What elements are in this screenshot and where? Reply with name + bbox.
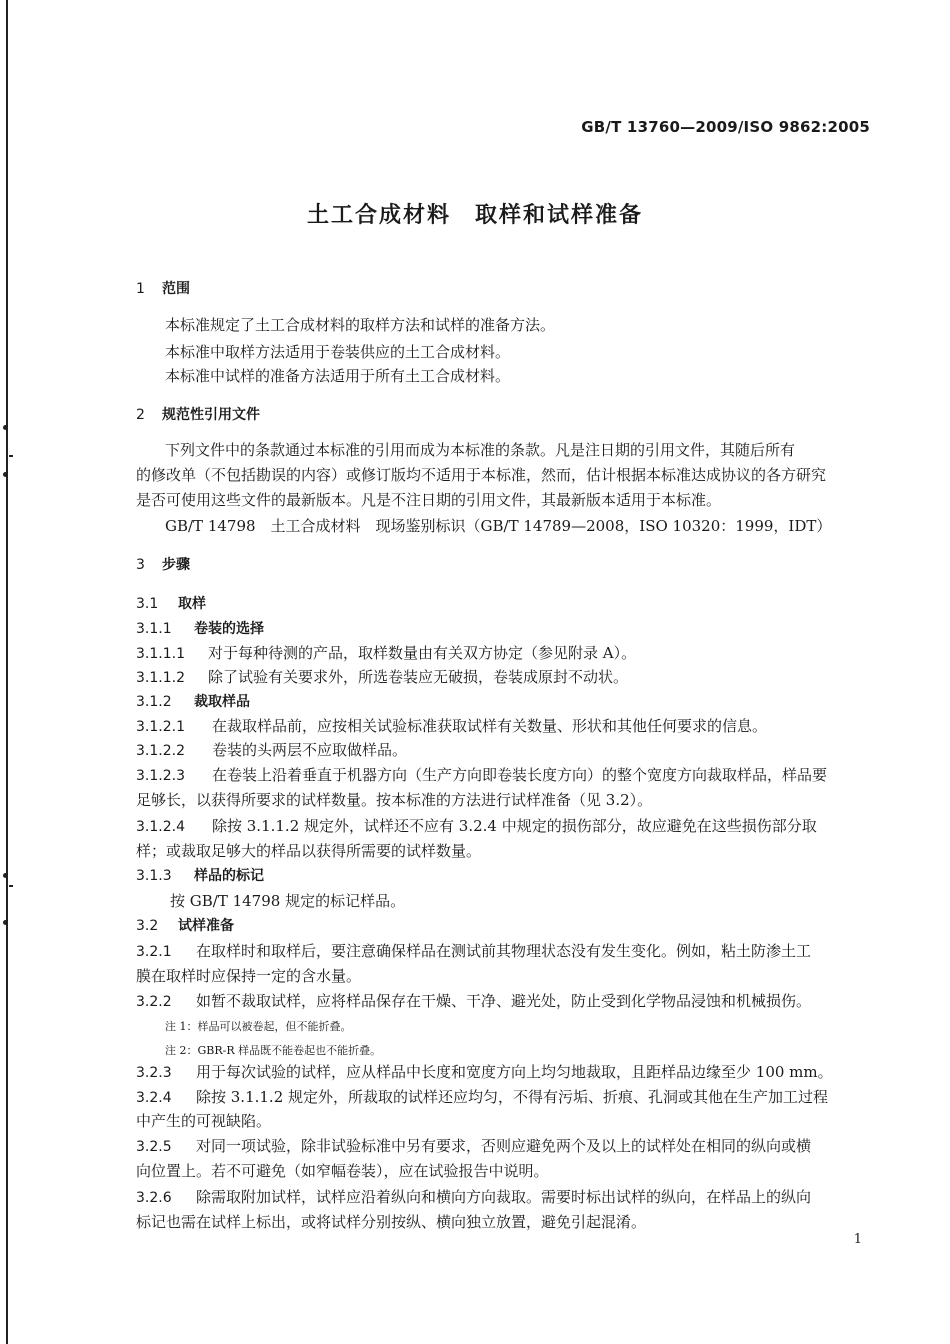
section-heading-3 <box>136 555 190 575</box>
clause <box>136 643 636 664</box>
clause-text: 如暂不裁取试样，应将样品保存在干燥、干净、避光处，防止受到化学物品浸蚀和机械损伤。 <box>196 992 812 1010</box>
clause-text: 在卷装上沿着垂直于机器方向（生产方向即卷装长度方向）的整个宽度方向裁取样品，样品要 <box>212 766 828 784</box>
binding-dot <box>3 472 8 477</box>
subsection-heading <box>136 594 206 614</box>
clause-number: 3.2.5 <box>136 1139 172 1155</box>
clause-title: 裁取样品 <box>194 694 250 710</box>
binding-dot <box>3 873 8 878</box>
clause-continuation: 中产生的可视缺陷。 <box>136 1112 272 1130</box>
clause <box>136 816 817 837</box>
section-number: 1 <box>136 281 145 297</box>
clause-continuation: 向位置上。若不可避免（如窄幅卷装），应在试验报告中说明。 <box>136 1162 549 1180</box>
clause-text: 卷装的头两层不应取做样品。 <box>212 741 408 759</box>
binding-dot <box>3 425 8 430</box>
clause-number: 3.1.1 <box>136 621 172 637</box>
clause <box>136 740 407 761</box>
subsection-heading <box>136 692 250 712</box>
clause-title: 试样准备 <box>178 918 234 934</box>
clause-text: 对同一项试验，除非试验标准中另有要求，否则应避免两个及以上的试样处在相同的纵向或横 <box>196 1137 812 1155</box>
binding-tick <box>9 455 13 457</box>
paragraph: 本标准中试样的准备方法适用于所有土工合成材料。 <box>165 367 511 385</box>
subsection-heading <box>136 619 264 639</box>
clause-number: 3.2 <box>136 918 159 934</box>
binding-dot <box>3 920 8 925</box>
clause-title: 样品的标记 <box>194 868 264 884</box>
clause-number: 3.1.1.2 <box>136 670 185 686</box>
clause-text: 对于每种待测的产品，取样数量由有关双方协定（参见附录 A）。 <box>208 644 637 662</box>
clause <box>136 1062 833 1083</box>
clause-text: 在取样时和取样后，要注意确保样品在测试前其物理状态没有发生变化。例如，粘土防渗土工 <box>196 942 812 960</box>
clause-number: 3.1.2.2 <box>136 743 185 759</box>
subsection-heading <box>136 866 264 886</box>
clause <box>136 765 827 786</box>
note: 注 2：GBR-R 样品既不能卷起也不能折叠。 <box>165 1044 382 1057</box>
clause-number: 3.1.2.3 <box>136 768 185 784</box>
section-heading-2 <box>136 405 260 425</box>
clause-number: 3.1.2 <box>136 694 172 710</box>
clause-number: 3.1.2.4 <box>136 819 185 835</box>
page-number: 1 <box>853 1232 862 1247</box>
clause-number: 3.2.6 <box>136 1190 172 1206</box>
normative-reference: GB/T 14798 土工合成材料 现场鉴别标识（GB/T 14789—2008，ISO 10320：1999，IDT） <box>165 517 832 535</box>
clause-text: 除了试验有关要求外，所选卷装应无破损，卷装成原封不动状。 <box>208 668 629 686</box>
clause-continuation: 膜在取样时应保持一定的含水量。 <box>136 967 362 985</box>
paragraph-line: 是否可使用这些文件的最新版本。凡是不注日期的引用文件，其最新版本适用于本标准。 <box>136 491 722 509</box>
clause-number: 3.1 <box>136 596 159 612</box>
document-title: 土工合成材料 取样和试样准备 <box>306 203 643 228</box>
clause <box>136 1187 811 1208</box>
clause-continuation: 标记也需在试样上标出，或将试样分别按纵、横向独立放置，避免引起混淆。 <box>136 1213 647 1231</box>
clause-number: 3.2.4 <box>136 1090 172 1106</box>
clause <box>136 1087 828 1108</box>
section-title: 范围 <box>162 281 190 297</box>
section-number: 3 <box>136 557 145 573</box>
clause-text: 用于每次试验的试样，应从样品中长度和宽度方向上均匀地裁取，且距样品边缘至少 100 mm。 <box>196 1063 833 1081</box>
clause <box>136 667 628 688</box>
clause-number: 3.1.1.1 <box>136 646 185 662</box>
clause <box>136 1136 811 1157</box>
paragraph: 按 GB/T 14798 规定的标记样品。 <box>170 892 406 910</box>
clause-continuation: 样；或裁取足够大的样品以获得所需要的试样数量。 <box>136 842 482 860</box>
clause-number: 3.1.2.1 <box>136 719 185 735</box>
subsection-heading <box>136 916 234 936</box>
clause-text: 除按 3.1.1.2 规定外，试样还不应有 3.2.4 中规定的损伤部分，故应避免在这些损伤部分取 <box>212 817 817 835</box>
clause-title: 取样 <box>178 596 206 612</box>
clause-text: 除按 3.1.1.2 规定外，所裁取的试样还应均匀，不得有污垢、折痕、孔洞或其他在生产加工过程 <box>196 1088 829 1106</box>
paragraph-line: 下列文件中的条款通过本标准的引用而成为本标准的条款。凡是注日期的引用文件，其随后所有 <box>165 441 796 459</box>
section-title: 规范性引用文件 <box>162 407 260 423</box>
clause-number: 3.2.1 <box>136 944 172 960</box>
clause-number: 3.2.3 <box>136 1065 172 1081</box>
paragraph: 本标准中取样方法适用于卷装供应的土工合成材料。 <box>165 343 511 361</box>
section-heading-1 <box>136 279 190 299</box>
clause <box>136 716 767 737</box>
standard-code: GB/T 13760—2009/ISO 9862:2005 <box>581 118 870 136</box>
binding-tick <box>9 885 13 887</box>
clause-number: 3.2.2 <box>136 994 172 1010</box>
section-title: 步骤 <box>162 557 190 573</box>
note: 注 1：样品可以被卷起，但不能折叠。 <box>165 1020 352 1033</box>
clause-number: 3.1.3 <box>136 868 172 884</box>
clause-text: 在裁取样品前，应按相关试验标准获取试样有关数量、形状和其他任何要求的信息。 <box>212 717 768 735</box>
clause <box>136 941 811 962</box>
clause-title: 卷装的选择 <box>194 621 264 637</box>
clause-text: 除需取附加试样，试样应沿着纵向和横向方向裁取。需要时标出试样的纵向，在样品上的纵向 <box>196 1188 812 1206</box>
paragraph: 本标准规定了土工合成材料的取样方法和试样的准备方法。 <box>165 316 556 334</box>
clause-continuation: 足够长，以获得所要求的试样数量。按本标准的方法进行试样准备（见 3.2）。 <box>136 791 653 809</box>
section-number: 2 <box>136 407 145 423</box>
clause <box>136 991 811 1012</box>
paragraph-line: 的修改单（不包括勘误的内容）或修订版均不适用于本标准，然而，估计根据本标准达成协议的各方研究 <box>136 466 827 484</box>
